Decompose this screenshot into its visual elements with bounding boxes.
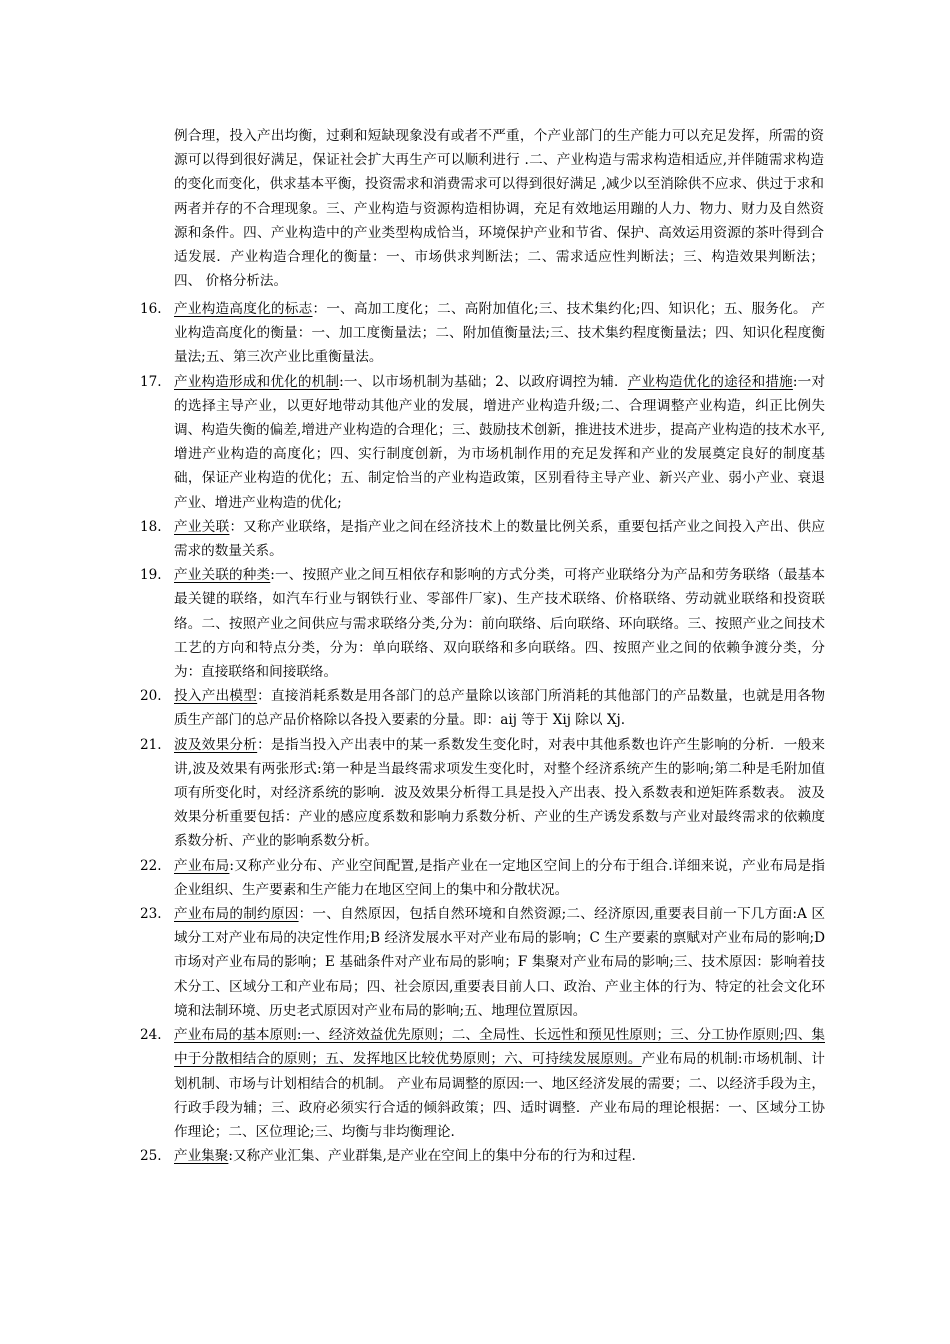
list-item (140, 515, 825, 563)
item-title: 产业布局 (174, 857, 230, 874)
item-text: :又称产业汇集、产业群集,是产业在空间上的集中分布的行为和过程. (228, 1148, 636, 1165)
numbered-list (140, 297, 825, 1168)
list-item (140, 297, 825, 370)
item-title: 产业构造高度化的标志 (174, 301, 313, 317)
item-text: ：又称产业联络，是指产业之间在经济技术上的数量比例关系，重要包括产业之间投入产出、供应需求的数量关系。 (174, 518, 826, 560)
item-text-secondary: :一对的选择主导产业，以更好地带动其他产业的发展，增进产业构造升级;二、合理调整产业构造，纠正比例失调、构造失衡的偏差,增进产业构造的合理化；三、鼓励技术创新，推进技术进步，提高产业构造的技术水平,增进产业构造的高度化；四、实行制度创新，为市场机制作用的充足发挥和产业的发展奠定良好的制度基础，保证产业构造的优化；五、制定恰当的产业构造政策，区别看待主导产业、新兴产业、弱小产业、衰退产业、增进产业构造的优化; (174, 373, 826, 511)
list-item (140, 854, 825, 902)
item-number: 16. (140, 301, 162, 317)
item-number: 18. (140, 518, 162, 535)
item-number: 20. (140, 688, 162, 705)
intro-paragraph: 例合理，投入产出均衡，过剩和短缺现象没有或者不严重，个产业部门的生产能力可以充足发挥，所需的资源可以得到很好满足，保证社会扩大再生产可以顺利进行 .二、产业构造与需求构造相适应,并伴随需求构造的变化而变化，供求基本平衡，投资需求和消费需求可以得到很好满足 ,减少以至消除供不应求、供过于求和两者并存的不合理现象。三、产业构造与资源构造相协调，充足有效地运用蹦的人力、物力、财力及自然资源和条件。四、产业构造中的产业类型构成恰当，环境保护产业和节省、保护、高效运用资源的茶叶得到合适发展．产业构造合理化的衡量：一、市场供求判断法；二、需求适应性判断法；三、构造效果判断法；四、 价格分析法。 (174, 128, 824, 290)
item-number: 19. (140, 567, 162, 584)
item-text: ：直接消耗系数是用各部门的总产量除以该部门所消耗的其他部门的产品数量，也就是用各物质生产部门的总产品价格除以各投入要素的分量。即：aij 等于 Xij 除以 Xj. (174, 688, 825, 729)
item-number: 24. (140, 1027, 162, 1044)
list-item (140, 370, 825, 515)
item-number: 21. (140, 736, 162, 753)
list-item (140, 563, 825, 684)
item-text: ：一、自然原因，包括自然环境和自然资源;二、经济原因,重要表目前一下几方面:A 区域分工对产业布局的决定性作用;B 经济发展水平对产业布局的影响；C 生产要素的禀赋对产业布局的影响;D 市场对产业布局的影响；E 基础条件对产业布局的影响；F 集聚对产业布局的影响;三、技术原因：影响着技术分工、区域分工和产业布局；四、社会原因,重要表目前人口、政治、产业主体的行为、特定的社会文化环境和法制环境、历史老式原因对产业布局的影响;五、地理位置原因。 (174, 906, 825, 1019)
item-title-secondary: 产业构造优化的途径和措施 (627, 373, 793, 390)
item-text: 产业布局的机制:市场机制、计划机制、市场与计划相结合的机制。 产业布局调整的原因:一、地区经济发展的需要；二、以经济手段为主，行政手段为辅；三、政府必须实行合适的倾斜政策；四、适时调整．产业布局的理论根据：一、区域分工协作理论；二、区位理论;三、均衡与非均衡理论. (174, 1051, 825, 1140)
item-text: ：一、高加工度化；二、高附加值化;三、技术集约化;四、知识化；五、服务化。 产业构造高度化的衡量：一、加工度衡量法；二、附加值衡量法;三、技术集约程度衡量法；四、知识化程度衡量法;五、第三次产业比重衡量法。 (174, 301, 825, 366)
item-title: 产业关联 (174, 518, 230, 535)
item-text: :一、以市场机制为基础；2、以政府调控为辅． (339, 373, 628, 390)
item-title: 产业关联的种类 (174, 567, 271, 584)
list-item (140, 1023, 825, 1144)
item-title: 波及效果分析 (174, 736, 258, 753)
list-item (140, 902, 825, 1023)
list-item (140, 684, 825, 732)
item-text: :一、按照产业之间互相依存和影响的方式分类，可将产业联络分为产品和劳务联络（最基本最关键的联络，如汽车行业与钢铁行业、零部件厂家)、生产技术联络、价格联络、劳动就业联络和投资联络。二、按照产业之间供应与需求联络分类,分为：前向联络、后向联络、环向联络。三、按照产业之间技术工艺的方向和特点分类，分为：单向联络、双向联络和多向联络。四、按照产业之间的依赖争渡分类，分为：直接联络和间接联络。 (174, 567, 826, 681)
item-title: 产业构造形成和优化的机制 (174, 373, 340, 390)
item-number: 22. (140, 857, 162, 874)
item-number: 17. (140, 373, 162, 390)
item-title: 投入产出模型 (174, 688, 258, 705)
list-item (140, 1144, 825, 1168)
item-title: 产业集聚 (174, 1148, 229, 1165)
item-number: 25. (140, 1148, 162, 1165)
item-number: 23. (140, 906, 162, 923)
item-text: ：是指当投入产出表中的某一系数发生变化时，对表中其他系数也许产生影响的分析．一般来讲,波及效果有两张形式:第一种是当最终需求项发生变化时，对整个经济系统产生的影响;第二种是毛附加值项有所变化时，对经济系统的影响．波及效果分析得工具是投入产出表、投入系数表和逆矩阵系数表。 波及效果分析重要包括：产业的感应度系数和影响力系数分析、产业的生产诱发系数与产业对最终需求的依赖度系数分析、产业的影响系数分析。 (174, 736, 825, 850)
item-title: 产业布局的基本原则:一、经济效益优先原则；二、全局性、长远性和预见性原则；三、分工协作原则;四、集中于分散相结合的原则；五、发挥地区比较优势原则；六、可持续发展原则。 (174, 1027, 825, 1068)
item-title: 产业布局的制约原因 (174, 906, 299, 923)
item-text: :又称产业分布、产业空间配置,是指产业在一定地区空间上的分布于组合.详细来说，产业布局是指企业组织、生产要素和生产能力在地区空间上的集中和分散状况。 (174, 857, 825, 898)
list-item (140, 733, 825, 854)
